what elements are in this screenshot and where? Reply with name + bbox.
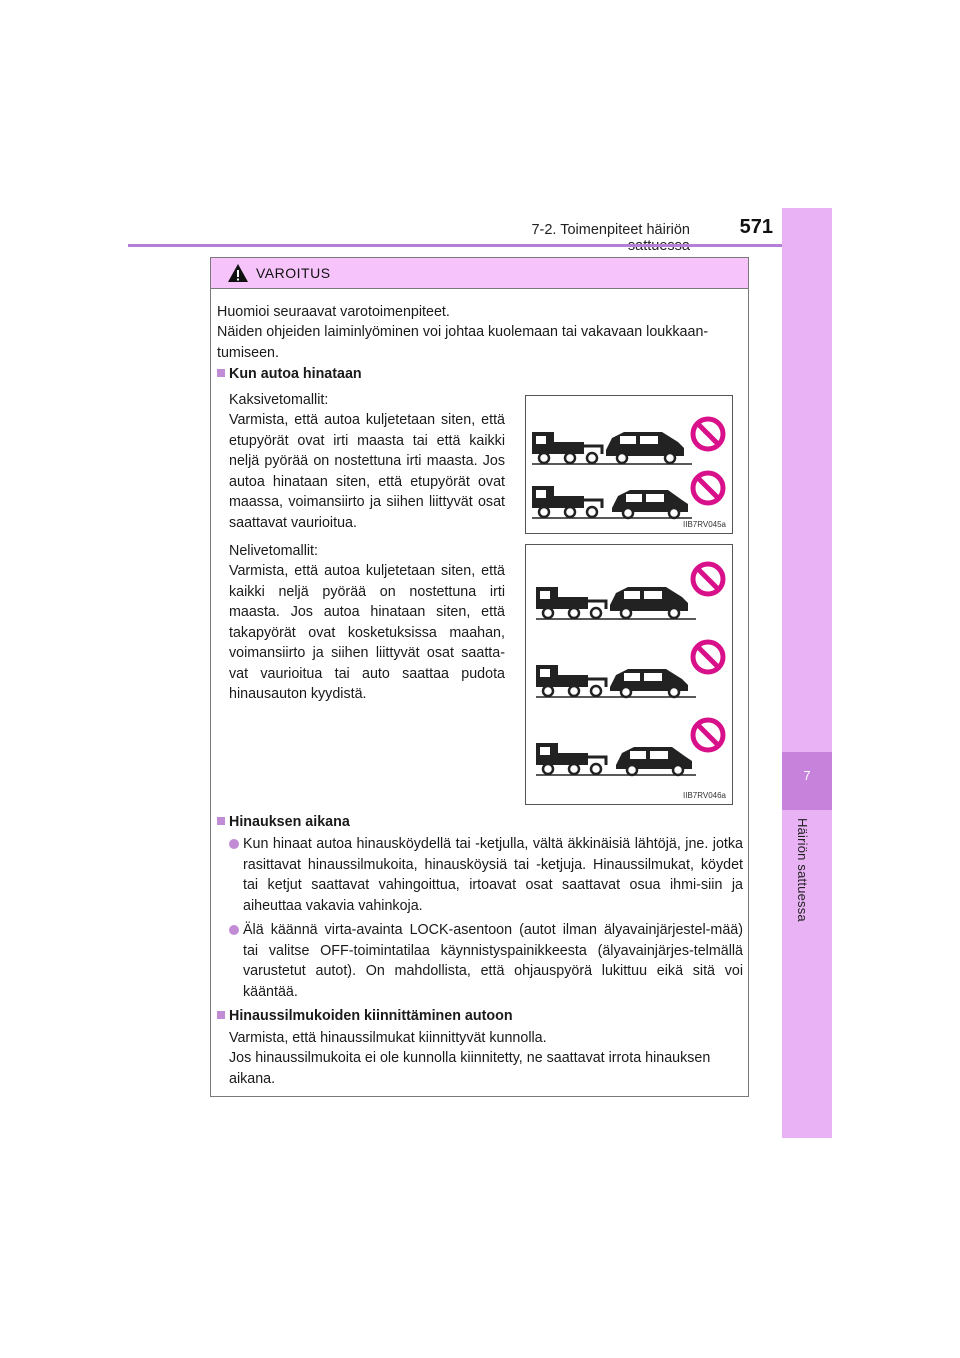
- flat-tow-truck-with-car: [532, 486, 692, 518]
- during-towing-bullet2: Älä käännä virta-avainta LOCK-asentoon (autot ilman älyavainjärjestel-mää) tai valitse OFF-toimintatilaa käynnistyspainikkeesta (älyavainjärjes-telmällä varustetut autot). On mahdollista, että ohjauspyörä lukittuu eikä sitä voi kääntää.: [243, 922, 743, 1000]
- during-towing-heading: Hinauksen aikana: [229, 814, 350, 830]
- towing-illustration: [526, 396, 732, 533]
- chapter-title: Häiriön sattuessa: [795, 818, 810, 922]
- list-bullet-dot: [229, 925, 239, 935]
- four-wheel-text: Varmista, että autoa kuljetetaan siten, että kaikki neljä pyörää on nostettuna irti maasta. Jos autoa hinataan siten, että takapyörät ovat kosketuksissa maahan, voimansiirto ja siihen liittyvät osat saatta-vat vaurioitua tai auto saattaa pudota hinausauton kyydistä.: [229, 563, 505, 702]
- figure-code: IIB7RV045a: [683, 520, 726, 529]
- two-wheel-text: Varmista, että autoa kuljetetaan siten, että etupyörät ovat irti maasta tai että kaikki neljä pyörää on nostettuna irti maasta. Jos autoa hinataan siten, että etupyörät ovat maassa, voimansiirto ja siihen liittyvät osat saattavat vaurioitua.: [229, 412, 505, 531]
- warning-triangle-icon: [227, 263, 249, 283]
- prohibited-icon-3: [693, 720, 723, 750]
- list-bullet-dot: [229, 839, 239, 849]
- figure-code: IIB7RV046a: [683, 791, 726, 800]
- prohibited-icon-1: [693, 419, 723, 449]
- chapter-number: 7: [803, 768, 811, 783]
- towing-illustration: [526, 545, 732, 804]
- chapter-side-tab: [782, 208, 832, 1138]
- page-number: 571: [739, 216, 773, 238]
- towing-heading: Kun autoa hinataan: [229, 366, 362, 382]
- prohibited-icon-2: [693, 642, 723, 672]
- section-bullet-square: [217, 1011, 225, 1019]
- two-wheel-towing-figure: [525, 395, 733, 534]
- warning-box: [210, 257, 749, 1097]
- tow-hooks-line2: Jos hinaussilmukoita ei ole kunnolla kiinnitetty, ne saattavat irrota hinauksen aikana.: [229, 1050, 711, 1087]
- four-wheel-towing-figure: [525, 544, 733, 805]
- prohibited-icon-2: [693, 473, 723, 503]
- warning-title: VAROITUS: [256, 265, 331, 281]
- warning-header: [211, 258, 748, 289]
- section-bullet-square: [217, 369, 225, 377]
- prohibited-icon-1: [693, 564, 723, 594]
- two-wheel-label: Kaksivetomallit:: [229, 392, 329, 408]
- section-title: 7-2. Toimenpiteet häiriön: [531, 222, 690, 238]
- tow-truck-with-car: [532, 432, 692, 464]
- tow-hooks-line1: Varmista, että hinaussilmukat kiinnittyvät kunnolla.: [229, 1030, 547, 1046]
- during-towing-bullet1: Kun hinaat autoa hinausköydellä tai -ketjulla, vältä äkkinäisiä lähtöjä, jne. jotka rasittavat hinaussilmukoita, hinausköysiä tai -ketjuja. Hinaussilmukat, köydet tai ketjut saattavat vahingoittua, irtoavat osat saattavat osua ihmi-siin ja aiheuttaa vakavia vahinkoja.: [243, 836, 743, 914]
- header-rule: [128, 244, 831, 247]
- warning-intro-line1: Huomioi seuraavat varotoimenpiteet.: [217, 304, 450, 320]
- warning-intro-line2: Näiden ohjeiden laiminlyöminen voi johtaa kuolemaan tai vakavaan loukkaan-tumiseen.: [217, 324, 709, 361]
- flat-tow-truck-with-car: [536, 743, 696, 775]
- tow-truck-with-car: [536, 665, 696, 697]
- tow-hooks-heading: Hinaussilmukoiden kiinnittäminen autoon: [229, 1008, 513, 1024]
- tow-truck-with-car: [536, 587, 696, 619]
- section-bullet-square: [217, 817, 225, 825]
- four-wheel-label: Nelivetomallit:: [229, 543, 318, 559]
